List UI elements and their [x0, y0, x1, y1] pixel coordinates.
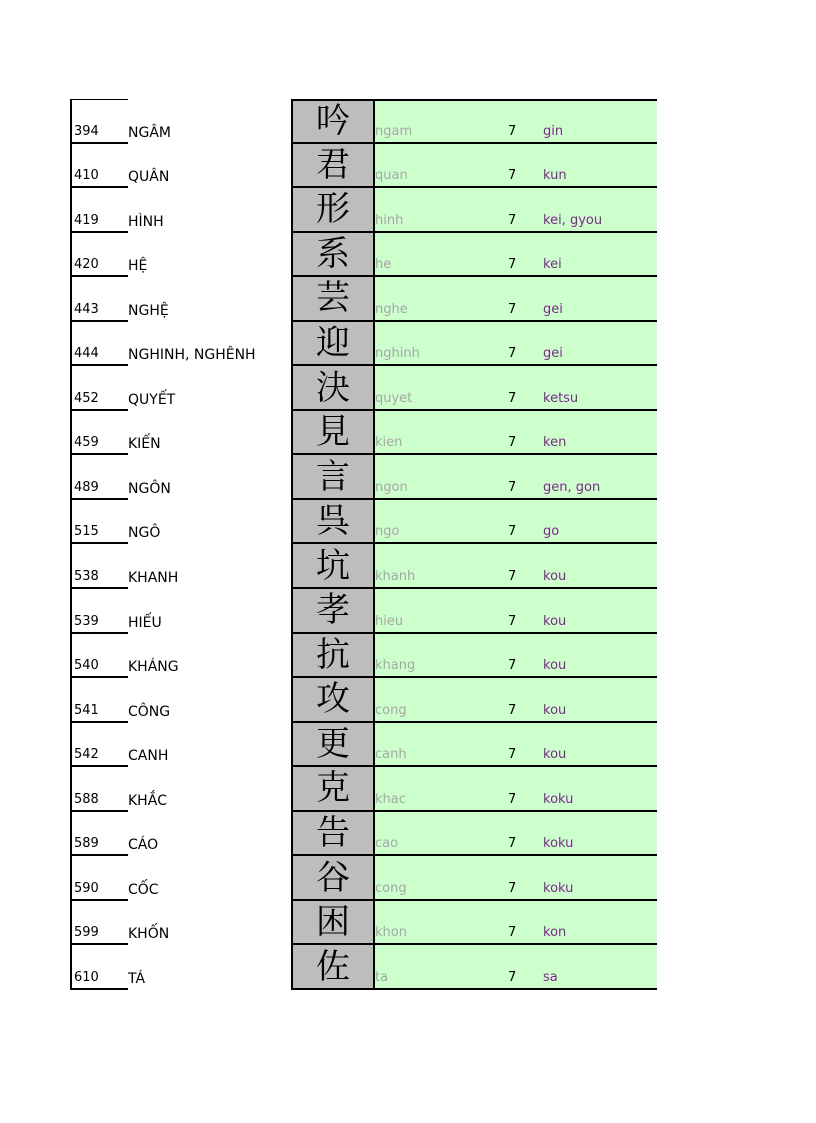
- table-row: [70, 544, 657, 589]
- table-row: [70, 500, 657, 545]
- stroke-count: 7: [508, 168, 517, 184]
- details-cell: [375, 322, 657, 367]
- romanized-reading: khon: [375, 925, 407, 941]
- kanji-character: 呉: [291, 500, 375, 545]
- onyomi-reading: kou: [543, 747, 567, 763]
- table-row: [70, 767, 657, 812]
- table-row: [70, 856, 657, 901]
- kanji-number: 540: [70, 634, 128, 679]
- kanji-character: 言: [291, 455, 375, 500]
- table-row: [70, 411, 657, 456]
- onyomi-reading: ken: [543, 435, 567, 451]
- details-cell: [375, 767, 657, 812]
- details-cell: [375, 544, 657, 589]
- kanji-number: 538: [70, 544, 128, 589]
- vietnamese-reading: QUÂN: [128, 169, 170, 186]
- romanized-reading: canh: [375, 747, 407, 763]
- stroke-count: 7: [508, 346, 517, 362]
- vietnamese-reading: KHANH: [128, 570, 179, 587]
- romanized-reading: nghinh: [375, 346, 420, 362]
- onyomi-reading: sa: [543, 969, 558, 985]
- vietnamese-reading: KHỐN: [128, 926, 170, 943]
- stroke-count: 7: [508, 301, 517, 317]
- vietnamese-reading: NGHỆ: [128, 302, 169, 319]
- table-row: [70, 188, 657, 233]
- details-cell: [375, 634, 657, 679]
- details-cell: [375, 455, 657, 500]
- kanji-number: 541: [70, 678, 128, 723]
- vietnamese-reading: KIẾN: [128, 436, 161, 453]
- kanji-number: 588: [70, 767, 128, 812]
- vietnamese-reading: NGÔ: [128, 525, 161, 542]
- stroke-count: 7: [508, 658, 517, 674]
- kanji-number: 444: [70, 322, 128, 367]
- kanji-character: 克: [291, 767, 375, 812]
- onyomi-reading: kun: [543, 168, 567, 184]
- kanji-character: 迎: [291, 322, 375, 367]
- kanji-character: 攻: [291, 678, 375, 723]
- kanji-number: 542: [70, 723, 128, 768]
- romanized-reading: ngon: [375, 479, 408, 495]
- kanji-number: 410: [70, 144, 128, 189]
- onyomi-reading: koku: [543, 791, 574, 807]
- table-row: [70, 812, 657, 857]
- table-row: [70, 945, 657, 990]
- kanji-number: 394: [70, 99, 128, 144]
- details-cell: [375, 723, 657, 768]
- onyomi-reading: kou: [543, 613, 567, 629]
- details-cell: [375, 812, 657, 857]
- vietnamese-reading: NGÂM: [128, 124, 171, 141]
- romanized-reading: hieu: [375, 613, 404, 629]
- kanji-table: [70, 99, 657, 990]
- kanji-number: 610: [70, 945, 128, 990]
- onyomi-reading: koku: [543, 880, 574, 896]
- vietnamese-reading: CANH: [128, 748, 169, 765]
- stroke-count: 7: [508, 569, 517, 585]
- onyomi-reading: gin: [543, 123, 564, 139]
- details-cell: [375, 277, 657, 322]
- onyomi-reading: kou: [543, 702, 567, 718]
- stroke-count: 7: [508, 747, 517, 763]
- onyomi-reading: koku: [543, 836, 574, 852]
- romanized-reading: cong: [375, 880, 407, 896]
- table-row: [70, 634, 657, 679]
- kanji-number: 489: [70, 455, 128, 500]
- table-row: [70, 455, 657, 500]
- kanji-number: 589: [70, 812, 128, 857]
- romanized-reading: khanh: [375, 569, 416, 585]
- table-row: [70, 322, 657, 367]
- details-cell: [375, 901, 657, 946]
- stroke-count: 7: [508, 479, 517, 495]
- vietnamese-reading: HỆ: [128, 258, 148, 275]
- details-cell: [375, 366, 657, 411]
- vietnamese-reading: CÔNG: [128, 703, 171, 720]
- onyomi-reading: kon: [543, 925, 567, 941]
- vietnamese-reading: KHẮC: [128, 792, 168, 809]
- table-row: [70, 589, 657, 634]
- kanji-character: 系: [291, 233, 375, 278]
- kanji-character: 坑: [291, 544, 375, 589]
- details-cell: [375, 233, 657, 278]
- stroke-count: 7: [508, 969, 517, 985]
- table-row: [70, 99, 657, 144]
- table-row: [70, 678, 657, 723]
- details-cell: [375, 589, 657, 634]
- romanized-reading: quyet: [375, 390, 413, 406]
- onyomi-reading: gei: [543, 346, 563, 362]
- stroke-count: 7: [508, 925, 517, 941]
- details-cell: [375, 144, 657, 189]
- onyomi-reading: ketsu: [543, 390, 579, 406]
- onyomi-reading: kei, gyou: [543, 212, 603, 228]
- stroke-count: 7: [508, 257, 517, 273]
- vietnamese-reading: KHÁNG: [128, 659, 179, 676]
- table-row: [70, 366, 657, 411]
- romanized-reading: ngo: [375, 524, 400, 540]
- details-cell: [375, 856, 657, 901]
- details-cell: [375, 411, 657, 456]
- romanized-reading: cong: [375, 702, 407, 718]
- kanji-character: 更: [291, 723, 375, 768]
- onyomi-reading: kou: [543, 658, 567, 674]
- kanji-character: 困: [291, 901, 375, 946]
- vietnamese-reading: NGHINH, NGHÊNH: [128, 347, 256, 364]
- vietnamese-reading: CÁO: [128, 837, 159, 854]
- romanized-reading: kien: [375, 435, 403, 451]
- kanji-number: 419: [70, 188, 128, 233]
- kanji-character: 佐: [291, 945, 375, 990]
- kanji-number: 590: [70, 856, 128, 901]
- vietnamese-reading: CỐC: [128, 881, 159, 898]
- kanji-number: 452: [70, 366, 128, 411]
- vietnamese-reading: TÁ: [128, 970, 146, 987]
- stroke-count: 7: [508, 880, 517, 896]
- stroke-count: 7: [508, 702, 517, 718]
- vietnamese-reading: QUYẾT: [128, 391, 176, 408]
- onyomi-reading: go: [543, 524, 560, 540]
- romanized-reading: cao: [375, 836, 399, 852]
- table-row: [70, 144, 657, 189]
- romanized-reading: hinh: [375, 212, 404, 228]
- vietnamese-reading: NGÔN: [128, 480, 171, 497]
- stroke-count: 7: [508, 435, 517, 451]
- kanji-number: 420: [70, 233, 128, 278]
- table-row: [70, 233, 657, 278]
- stroke-count: 7: [508, 123, 517, 139]
- kanji-number: 539: [70, 589, 128, 634]
- table-row: [70, 723, 657, 768]
- romanized-reading: ta: [375, 969, 389, 985]
- kanji-number: 599: [70, 901, 128, 946]
- kanji-character: 芸: [291, 277, 375, 322]
- stroke-count: 7: [508, 390, 517, 406]
- kanji-character: 決: [291, 366, 375, 411]
- romanized-reading: he: [375, 257, 392, 273]
- kanji-number: 515: [70, 500, 128, 545]
- stroke-count: 7: [508, 524, 517, 540]
- romanized-reading: nghe: [375, 301, 408, 317]
- details-cell: [375, 188, 657, 233]
- onyomi-reading: kou: [543, 569, 567, 585]
- table-row: [70, 277, 657, 322]
- stroke-count: 7: [508, 791, 517, 807]
- kanji-character: 告: [291, 812, 375, 857]
- details-cell: [375, 99, 657, 144]
- kanji-character: 抗: [291, 634, 375, 679]
- details-cell: [375, 945, 657, 990]
- onyomi-reading: gei: [543, 301, 563, 317]
- kanji-character: 吟: [291, 99, 375, 144]
- onyomi-reading: kei: [543, 257, 562, 273]
- romanized-reading: ngam: [375, 123, 413, 139]
- stroke-count: 7: [508, 836, 517, 852]
- kanji-character: 谷: [291, 856, 375, 901]
- romanized-reading: khang: [375, 658, 416, 674]
- onyomi-reading: gen, gon: [543, 479, 601, 495]
- romanized-reading: quan: [375, 168, 408, 184]
- details-cell: [375, 500, 657, 545]
- kanji-character: 見: [291, 411, 375, 456]
- kanji-number: 443: [70, 277, 128, 322]
- kanji-character: 君: [291, 144, 375, 189]
- table-row: [70, 901, 657, 946]
- details-cell: [375, 678, 657, 723]
- vietnamese-reading: HIẾU: [128, 614, 162, 631]
- vietnamese-reading: HÌNH: [128, 213, 164, 230]
- kanji-character: 形: [291, 188, 375, 233]
- romanized-reading: khac: [375, 791, 406, 807]
- kanji-number: 459: [70, 411, 128, 456]
- stroke-count: 7: [508, 212, 517, 228]
- stroke-count: 7: [508, 613, 517, 629]
- kanji-character: 孝: [291, 589, 375, 634]
